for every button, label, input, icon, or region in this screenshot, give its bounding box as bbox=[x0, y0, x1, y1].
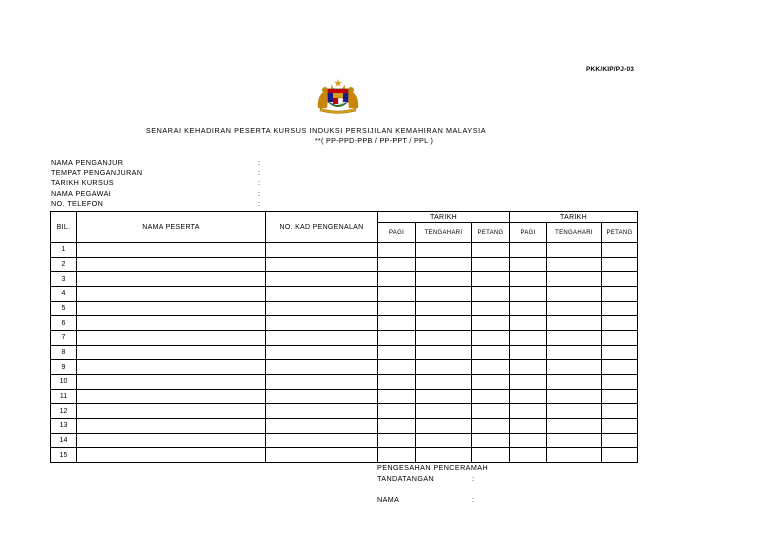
table-row bbox=[51, 257, 638, 272]
date2-morning-cell[interactable] bbox=[510, 404, 547, 419]
date1-noon-cell[interactable] bbox=[416, 448, 472, 463]
date2-evening-cell[interactable] bbox=[602, 433, 638, 448]
participant-name-cell[interactable] bbox=[77, 433, 266, 448]
date2-morning-cell[interactable] bbox=[510, 316, 547, 331]
info-colon: : bbox=[258, 198, 261, 208]
attendance-table bbox=[50, 211, 638, 463]
date2-noon-cell[interactable] bbox=[547, 286, 602, 301]
date1-noon-cell[interactable] bbox=[416, 404, 472, 419]
info-field-organizer[interactable] bbox=[51, 158, 271, 168]
date2-evening-cell[interactable] bbox=[602, 301, 638, 316]
ic-number-cell[interactable] bbox=[266, 404, 378, 419]
info-field-venue[interactable] bbox=[51, 168, 271, 178]
date2-evening-cell[interactable] bbox=[602, 389, 638, 404]
header-ic-number: NO. KAD PENGENALAN bbox=[266, 212, 378, 243]
date2-noon-cell[interactable] bbox=[547, 433, 602, 448]
form-title: SENARAI KEHADIRAN PESERTA KURSUS INDUKSI PERSIJILAN KEMAHIRAN MALAYSIA bbox=[145, 126, 487, 135]
participant-name-cell[interactable] bbox=[77, 360, 266, 375]
date2-morning-cell[interactable] bbox=[510, 448, 547, 463]
ic-number-cell[interactable] bbox=[266, 316, 378, 331]
date1-morning-cell[interactable] bbox=[378, 257, 416, 272]
date1-noon-cell[interactable] bbox=[416, 301, 472, 316]
date1-evening-cell[interactable] bbox=[472, 433, 510, 448]
date2-morning-cell[interactable] bbox=[510, 360, 547, 375]
ic-number-cell[interactable] bbox=[266, 374, 378, 389]
date2-evening-cell[interactable] bbox=[602, 272, 638, 287]
participant-name-cell[interactable] bbox=[77, 286, 266, 301]
table-row bbox=[51, 316, 638, 331]
date1-noon-cell[interactable] bbox=[416, 272, 472, 287]
date2-evening-cell[interactable] bbox=[602, 404, 638, 419]
info-field-phone[interactable] bbox=[51, 199, 271, 209]
date1-evening-cell[interactable] bbox=[472, 360, 510, 375]
malaysia-coat-of-arms-icon bbox=[314, 78, 362, 114]
info-field-course-date[interactable] bbox=[51, 178, 271, 188]
participant-name-cell[interactable] bbox=[77, 448, 266, 463]
header-participant-name: NAMA PESERTA bbox=[77, 212, 266, 243]
date1-morning-cell[interactable] bbox=[378, 345, 416, 360]
header-session-morning: PAGI bbox=[378, 223, 416, 243]
date1-noon-cell[interactable] bbox=[416, 389, 472, 404]
ic-number-cell[interactable] bbox=[266, 272, 378, 287]
date2-evening-cell[interactable] bbox=[602, 316, 638, 331]
date1-noon-cell[interactable] bbox=[416, 330, 472, 345]
row-number: 12 bbox=[51, 404, 77, 419]
date1-noon-cell[interactable] bbox=[416, 418, 472, 433]
row-number: 11 bbox=[51, 389, 77, 404]
date2-noon-cell[interactable] bbox=[547, 404, 602, 419]
info-colon: : bbox=[258, 168, 261, 178]
info-label: NAMA PEGAWAI bbox=[51, 188, 112, 198]
date2-evening-cell[interactable] bbox=[602, 286, 638, 301]
row-number: 3 bbox=[51, 272, 77, 287]
date2-evening-cell[interactable] bbox=[602, 243, 638, 258]
date2-noon-cell[interactable] bbox=[547, 374, 602, 389]
date1-noon-cell[interactable] bbox=[416, 360, 472, 375]
date1-noon-cell[interactable] bbox=[416, 433, 472, 448]
table-row bbox=[51, 374, 638, 389]
date1-evening-cell[interactable] bbox=[472, 345, 510, 360]
table-row bbox=[51, 345, 638, 360]
signature-colon: : bbox=[472, 474, 474, 483]
date1-evening-cell[interactable] bbox=[472, 404, 510, 419]
date1-evening-cell[interactable] bbox=[472, 243, 510, 258]
ic-number-cell[interactable] bbox=[266, 433, 378, 448]
date1-noon-cell[interactable] bbox=[416, 243, 472, 258]
date1-morning-cell[interactable] bbox=[378, 389, 416, 404]
date2-evening-cell[interactable] bbox=[602, 448, 638, 463]
date1-noon-cell[interactable] bbox=[416, 345, 472, 360]
date2-evening-cell[interactable] bbox=[602, 330, 638, 345]
table-row bbox=[51, 448, 638, 463]
date2-evening-cell[interactable] bbox=[602, 374, 638, 389]
date1-morning-cell[interactable] bbox=[378, 286, 416, 301]
date2-morning-cell[interactable] bbox=[510, 389, 547, 404]
participant-name-cell[interactable] bbox=[77, 316, 266, 331]
header-bil: BIL. bbox=[51, 212, 77, 243]
participant-name-cell[interactable] bbox=[77, 374, 266, 389]
participant-name-cell[interactable] bbox=[77, 257, 266, 272]
info-label: NO. TELEFON bbox=[51, 198, 104, 208]
date1-evening-cell[interactable] bbox=[472, 448, 510, 463]
table-row bbox=[51, 243, 638, 258]
row-number: 10 bbox=[51, 374, 77, 389]
date2-noon-cell[interactable] bbox=[547, 360, 602, 375]
date2-morning-cell[interactable] bbox=[510, 286, 547, 301]
date2-morning-cell[interactable] bbox=[510, 345, 547, 360]
participant-name-cell[interactable] bbox=[77, 301, 266, 316]
header-date-2: TARIKH bbox=[510, 212, 638, 223]
date1-evening-cell[interactable] bbox=[472, 389, 510, 404]
date2-evening-cell[interactable] bbox=[602, 257, 638, 272]
date2-morning-cell[interactable] bbox=[510, 433, 547, 448]
row-number: 14 bbox=[51, 433, 77, 448]
participant-name-cell[interactable] bbox=[77, 272, 266, 287]
date2-noon-cell[interactable] bbox=[547, 272, 602, 287]
date2-noon-cell[interactable] bbox=[547, 345, 602, 360]
date2-noon-cell[interactable] bbox=[547, 243, 602, 258]
date2-morning-cell[interactable] bbox=[510, 243, 547, 258]
participant-name-cell[interactable] bbox=[77, 345, 266, 360]
signature-title: PENGESAHAN PENCERAMAH bbox=[377, 463, 489, 472]
date1-morning-cell[interactable] bbox=[378, 316, 416, 331]
date2-morning-cell[interactable] bbox=[510, 272, 547, 287]
row-number: 2 bbox=[51, 257, 77, 272]
date2-noon-cell[interactable] bbox=[547, 448, 602, 463]
date2-morning-cell[interactable] bbox=[510, 330, 547, 345]
participant-name-cell[interactable] bbox=[77, 418, 266, 433]
table-row bbox=[51, 418, 638, 433]
info-label: TEMPAT PENGANJURAN bbox=[51, 168, 143, 178]
header-session-evening: PETANG bbox=[472, 223, 510, 243]
info-label: TARIKH KURSUS bbox=[51, 178, 114, 188]
ic-number-cell[interactable] bbox=[266, 389, 378, 404]
ic-number-cell[interactable] bbox=[266, 257, 378, 272]
date2-noon-cell[interactable] bbox=[547, 418, 602, 433]
table-row bbox=[51, 286, 638, 301]
lecturer-name-label: NAMA bbox=[377, 495, 400, 504]
date1-evening-cell[interactable] bbox=[472, 374, 510, 389]
header-session-morning: PAGI bbox=[510, 223, 547, 243]
header-date-1: TARIKH bbox=[378, 212, 510, 223]
participant-name-cell[interactable] bbox=[77, 243, 266, 258]
date2-noon-cell[interactable] bbox=[547, 316, 602, 331]
lecturer-name-colon: : bbox=[472, 495, 474, 504]
date1-evening-cell[interactable] bbox=[472, 301, 510, 316]
date2-noon-cell[interactable] bbox=[547, 330, 602, 345]
info-field-officer-name[interactable] bbox=[51, 189, 271, 199]
date1-morning-cell[interactable] bbox=[378, 301, 416, 316]
date1-morning-cell[interactable] bbox=[378, 433, 416, 448]
table-row bbox=[51, 389, 638, 404]
header-session-evening: PETANG bbox=[602, 223, 638, 243]
date2-noon-cell[interactable] bbox=[547, 257, 602, 272]
date1-noon-cell[interactable] bbox=[416, 316, 472, 331]
date2-morning-cell[interactable] bbox=[510, 301, 547, 316]
info-colon: : bbox=[258, 178, 261, 188]
ic-number-cell[interactable] bbox=[266, 360, 378, 375]
date2-morning-cell[interactable] bbox=[510, 418, 547, 433]
row-number: 7 bbox=[51, 330, 77, 345]
date1-morning-cell[interactable] bbox=[378, 272, 416, 287]
participant-name-cell[interactable] bbox=[77, 404, 266, 419]
info-fields bbox=[51, 158, 271, 209]
date1-morning-cell[interactable] bbox=[378, 330, 416, 345]
row-number: 4 bbox=[51, 286, 77, 301]
row-number: 6 bbox=[51, 316, 77, 331]
ic-number-cell[interactable] bbox=[266, 448, 378, 463]
date1-evening-cell[interactable] bbox=[472, 418, 510, 433]
date2-noon-cell[interactable] bbox=[547, 389, 602, 404]
ic-number-cell[interactable] bbox=[266, 301, 378, 316]
date1-morning-cell[interactable] bbox=[378, 374, 416, 389]
header-session-noon: TENGAHARI bbox=[416, 223, 472, 243]
date1-noon-cell[interactable] bbox=[416, 286, 472, 301]
row-number: 1 bbox=[51, 243, 77, 258]
ic-number-cell[interactable] bbox=[266, 330, 378, 345]
date1-morning-cell[interactable] bbox=[378, 360, 416, 375]
date1-noon-cell[interactable] bbox=[416, 257, 472, 272]
ic-number-cell[interactable] bbox=[266, 243, 378, 258]
row-number: 9 bbox=[51, 360, 77, 375]
table-row bbox=[51, 330, 638, 345]
date2-morning-cell[interactable] bbox=[510, 257, 547, 272]
info-colon: : bbox=[258, 158, 261, 167]
date2-evening-cell[interactable] bbox=[602, 360, 638, 375]
info-colon: : bbox=[258, 188, 261, 198]
date2-noon-cell[interactable] bbox=[547, 301, 602, 316]
table-row bbox=[51, 301, 638, 316]
date1-evening-cell[interactable] bbox=[472, 257, 510, 272]
row-number: 5 bbox=[51, 301, 77, 316]
signature-label: TANDATANGAN bbox=[377, 474, 435, 483]
date1-evening-cell[interactable] bbox=[472, 330, 510, 345]
form-subtitle: **( PP-PPD-PPB / PP-PPT / PPL ) bbox=[314, 136, 434, 145]
participant-name-cell[interactable] bbox=[77, 389, 266, 404]
ic-number-cell[interactable] bbox=[266, 418, 378, 433]
date1-morning-cell[interactable] bbox=[378, 404, 416, 419]
date1-evening-cell[interactable] bbox=[472, 272, 510, 287]
info-label: NAMA PENGANJUR bbox=[51, 158, 124, 167]
participant-name-cell[interactable] bbox=[77, 330, 266, 345]
date1-morning-cell[interactable] bbox=[378, 448, 416, 463]
ic-number-cell[interactable] bbox=[266, 286, 378, 301]
row-number: 15 bbox=[51, 448, 77, 463]
date2-morning-cell[interactable] bbox=[510, 374, 547, 389]
table-row bbox=[51, 433, 638, 448]
header-session-noon: TENGAHARI bbox=[547, 223, 602, 243]
document-code: PKK/KIP/PJ-03 bbox=[586, 66, 635, 73]
row-number: 13 bbox=[51, 418, 77, 433]
table-row bbox=[51, 272, 638, 287]
table-row bbox=[51, 404, 638, 419]
date1-noon-cell[interactable] bbox=[416, 374, 472, 389]
date2-evening-cell[interactable] bbox=[602, 418, 638, 433]
date1-evening-cell[interactable] bbox=[472, 316, 510, 331]
ic-number-cell[interactable] bbox=[266, 345, 378, 360]
table-row bbox=[51, 360, 638, 375]
date1-morning-cell[interactable] bbox=[378, 243, 416, 258]
date1-morning-cell[interactable] bbox=[378, 418, 416, 433]
date2-evening-cell[interactable] bbox=[602, 345, 638, 360]
row-number: 8 bbox=[51, 345, 77, 360]
date1-evening-cell[interactable] bbox=[472, 286, 510, 301]
